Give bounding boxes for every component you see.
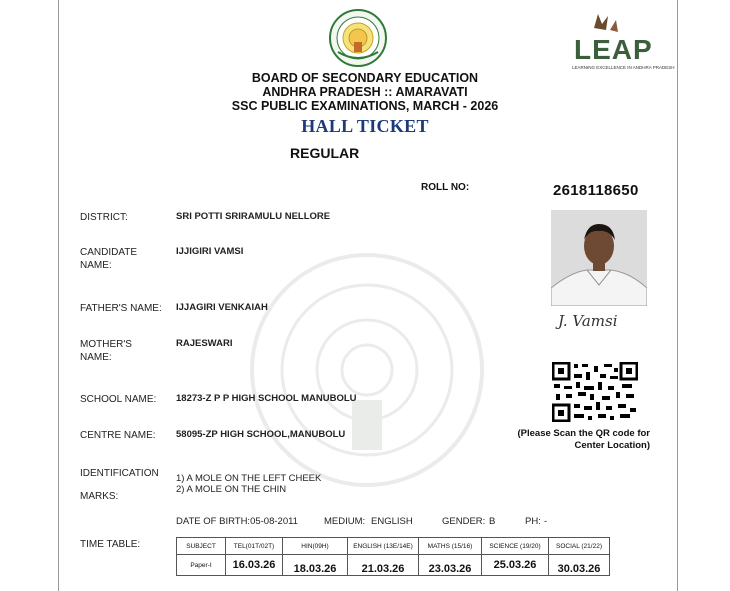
district-value: SRI POTTI SRIRAMULU NELLORE — [176, 211, 331, 222]
mother-value: RAJESWARI — [176, 338, 233, 349]
candidate-label-line2: NAME: — [80, 260, 112, 271]
medium-value: ENGLISH — [371, 516, 413, 527]
identification-mark-2: 2) A MOLE ON THE CHIN — [176, 484, 287, 495]
timetable-label: TIME TABLE: — [80, 539, 141, 550]
roll-no-label: ROLL NO: — [421, 182, 470, 193]
identification-label-line2: MARKS: — [80, 491, 119, 502]
timetable-paper-label: Paper-I — [177, 555, 226, 576]
timetable — [176, 537, 610, 576]
qr-code-icon — [552, 362, 638, 422]
candidate-value: IJJIGIRI VAMSI — [176, 246, 244, 257]
timetable-row — [177, 555, 610, 576]
qr-note — [490, 428, 650, 452]
father-label: FATHER'S NAME: — [80, 303, 162, 314]
mother-label-line2: NAME: — [80, 352, 112, 363]
timetable-date: 18.03.26 — [283, 555, 348, 576]
timetable-header: SCIENCE (19/20) — [482, 538, 549, 555]
timetable-header: MATHS (15/16) — [419, 538, 482, 555]
identification-label-line1: IDENTIFICATION — [80, 468, 159, 479]
mother-label-line1: MOTHER'S — [80, 339, 132, 350]
exam-name: SSC PUBLIC EXAMINATIONS, MARCH - 2026 — [231, 99, 499, 113]
qr-note-line1: (Please Scan the QR code for — [517, 428, 650, 439]
identification-value — [176, 473, 321, 495]
identification-label — [80, 462, 159, 508]
centre-label: CENTRE NAME: — [80, 430, 156, 441]
candidate-photo — [551, 210, 647, 306]
gender-label: GENDER: — [442, 516, 486, 527]
identification-mark-1: 1) A MOLE ON THE LEFT CHEEK — [176, 473, 322, 484]
date-of-birth: DATE OF BIRTH:05-08-2011 — [176, 516, 298, 527]
candidate-category: REGULAR — [290, 145, 360, 161]
timetable-date: 25.03.26 — [482, 555, 549, 576]
timetable-date: 16.03.26 — [226, 555, 283, 576]
medium-label: MEDIUM: — [324, 516, 366, 527]
ph-label: PH: — [525, 516, 541, 527]
candidate-label — [80, 246, 137, 272]
timetable-header: HIN(09H) — [283, 538, 348, 555]
page-title: HALL TICKET — [301, 116, 429, 136]
board-location: ANDHRA PRADESH :: AMARAVATI — [262, 85, 468, 99]
timetable-header: SUBJECT — [177, 538, 226, 555]
timetable-date: 30.03.26 — [549, 555, 610, 576]
school-value: 18273-Z P P HIGH SCHOOL MANUBOLU — [176, 393, 357, 404]
school-label: SCHOOL NAME: — [80, 394, 157, 405]
timetable-header: TEL(01T/02T) — [226, 538, 283, 555]
ph-value: - — [544, 516, 548, 527]
timetable-header: ENGLISH (13E/14E) — [348, 538, 419, 555]
ap-emblem-icon — [326, 8, 390, 68]
centre-value: 58095-ZP HIGH SCHOOL,MANUBOLU — [176, 429, 346, 440]
watermark-emblem-icon — [247, 250, 487, 490]
timetable-date: 21.03.26 — [348, 555, 419, 576]
leap-tagline: LEARNING EXCELLENCE IN ANDHRA PRADESH — [572, 65, 675, 70]
district-label: DISTRICT: — [80, 212, 128, 223]
mother-label — [80, 338, 132, 364]
signature-text: J. Vamsi — [558, 312, 618, 330]
father-value: IJJAGIRI VENKAIAH — [176, 302, 268, 313]
candidate-label-line1: CANDIDATE — [80, 247, 138, 258]
gender-value: B — [489, 516, 496, 527]
roll-no-value: 2618118650 — [553, 182, 639, 199]
board-name: BOARD OF SECONDARY EDUCATION — [251, 71, 479, 85]
timetable-header: SOCIAL (21/22) — [549, 538, 610, 555]
timetable-date: 23.03.26 — [419, 555, 482, 576]
candidate-signature — [558, 312, 638, 338]
timetable-header-row — [177, 538, 610, 555]
leap-logo — [572, 8, 675, 74]
qr-note-line2: Center Location) — [574, 440, 650, 451]
leap-logo-text: LEAP — [574, 34, 653, 65]
